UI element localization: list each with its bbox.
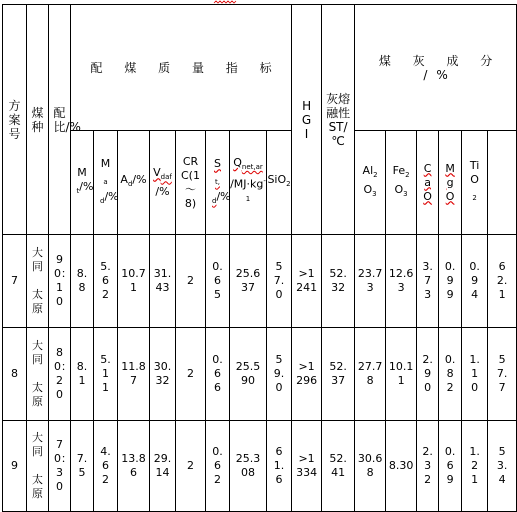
cell-sio2: 52.32: [322, 235, 355, 328]
cell-crc: 2: [176, 421, 206, 512]
cell-crc: 2: [176, 235, 206, 328]
cell-crc: 2: [176, 328, 206, 421]
header-mgo: MgO: [439, 131, 462, 235]
header-qnet: $Q_{net,ar}$ $/MJ\cdot kg^{-1}$: [230, 131, 267, 235]
header-mad: $M_{ad}/\%$: [94, 131, 118, 235]
header-hgi: HGI: [292, 5, 322, 235]
cell-vdaf: 30.32: [150, 328, 176, 421]
header-cao: CaO: [417, 131, 439, 235]
cell-coal: 大同 太原: [27, 421, 49, 512]
cell-ad: 10.71: [118, 235, 150, 328]
cell-mad: 5.62: [94, 235, 118, 328]
table-row: [3, 235, 517, 328]
cell-scheme: 8: [3, 328, 27, 421]
cell-ad: 11.87: [118, 328, 150, 421]
cell-mgo: 0.82: [439, 328, 462, 421]
header-al2o3: $Al_2$ $O_3$: [355, 131, 386, 235]
header-ash-fusion: 灰熔融性ST/℃: [322, 5, 355, 235]
cell-hgi: 57.0: [267, 235, 292, 328]
cell-al2o3: 23.73: [355, 235, 386, 328]
cell-al2o3: 27.78: [355, 328, 386, 421]
coal-blend-table: [2, 4, 517, 512]
cell-fe2o3: 10.11: [386, 328, 417, 421]
cell-fe2o3: 12.63: [386, 235, 417, 328]
header-coal: 煤种: [27, 5, 49, 235]
cell-alpha: 62.1: [488, 235, 517, 328]
header-std: $S_{t,d}/\%$: [206, 131, 230, 235]
cell-vdaf: 29.14: [150, 421, 176, 512]
cell-mgo: 0.99: [439, 235, 462, 328]
cell-std: 0.65: [206, 235, 230, 328]
cell-sio2: 52.41: [322, 421, 355, 512]
cell-fe2o3: 8.30: [386, 421, 417, 512]
cell-alpha: 57.7: [488, 328, 517, 421]
cell-tio2: 0.94: [462, 235, 488, 328]
header-quality-group: 配 煤 质 量 指 标: [71, 5, 292, 131]
cell-std: 0.62: [206, 421, 230, 512]
cell-st: >1334: [292, 421, 322, 512]
cell-scheme: 7: [3, 235, 27, 328]
cell-mt: 7.5: [71, 421, 94, 512]
cell-qnet: 25.308: [230, 421, 267, 512]
cell-alpha: 53.4: [488, 421, 517, 512]
cell-mad: 5.11: [94, 328, 118, 421]
cell-hgi: 59.0: [267, 328, 292, 421]
cell-qnet: 25.637: [230, 235, 267, 328]
cell-qnet: 25.590: [230, 328, 267, 421]
header-tio2: TiO$_2$: [462, 131, 488, 235]
header-row-1: [3, 5, 517, 131]
header-ratio: 配比/%: [49, 5, 71, 235]
cell-coal: 大同 太原: [27, 328, 49, 421]
cell-al2o3: 30.68: [355, 421, 386, 512]
header-ash-composition-group: 煤 灰 成 分 /%: [355, 5, 517, 131]
header-vdaf: $V_{daf}$ /%: [150, 131, 176, 235]
cell-ratio: 70：30: [49, 421, 71, 512]
header-fe2o3: $Fe_2$ $O_3$: [386, 131, 417, 235]
cell-ratio: 80：20: [49, 328, 71, 421]
cell-mt: 8.8: [71, 235, 94, 328]
cell-sio2: 52.37: [322, 328, 355, 421]
cell-mad: 4.62: [94, 421, 118, 512]
cell-cao: 2.32: [417, 421, 439, 512]
cell-coal: 大同 太原: [27, 235, 49, 328]
header-mt: $M_t/\%$: [71, 131, 94, 235]
header-crc: CRC(1～8): [176, 131, 206, 235]
cell-vdaf: 31.43: [150, 235, 176, 328]
table-row: [3, 421, 517, 512]
header-ad: $A_d/\%$: [118, 131, 150, 235]
cell-mgo: 0.69: [439, 421, 462, 512]
cell-cao: 3.73: [417, 235, 439, 328]
cell-st: >1296: [292, 328, 322, 421]
cell-cao: 2.90: [417, 328, 439, 421]
cell-std: 0.66: [206, 328, 230, 421]
cell-mt: 8.1: [71, 328, 94, 421]
cell-scheme: 9: [3, 421, 27, 512]
cell-ad: 13.86: [118, 421, 150, 512]
header-scheme: 方案号: [3, 5, 27, 235]
cell-tio2: 1.21: [462, 421, 488, 512]
header-row-2: [3, 131, 517, 235]
cell-tio2: 1.10: [462, 328, 488, 421]
table-row: [3, 328, 517, 421]
header-sio2: SiO$_2$: [267, 131, 292, 235]
cell-st: >1241: [292, 235, 322, 328]
cell-hgi: 61.6: [267, 421, 292, 512]
cell-ratio: 90：10: [49, 235, 71, 328]
